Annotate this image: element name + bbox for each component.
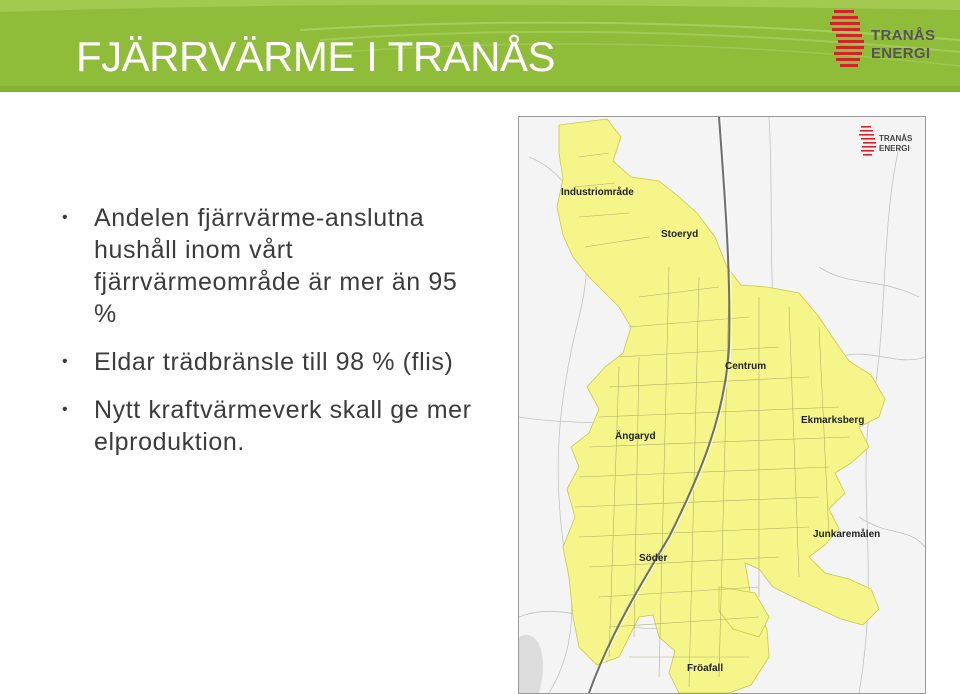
map-label-industriomrade: Industriområde xyxy=(561,187,634,198)
header-band xyxy=(0,0,960,92)
map-label-froafall: Fröafall xyxy=(687,663,724,674)
bullet-dot-icon: • xyxy=(62,209,69,226)
brand-logo xyxy=(826,6,946,76)
bullet-text: Eldar trädbränsle till 98 % (flis) xyxy=(94,348,454,376)
tranas-energi-logo-icon xyxy=(826,6,868,76)
bullet-dot-icon: • xyxy=(62,353,69,370)
bullet-text: Andelen fjärrvärme-anslutna hushåll inom vårt fjärrvärmeområde är mer än 95 % xyxy=(94,204,458,328)
bullet-item xyxy=(58,394,478,458)
map-label-soder: Söder xyxy=(639,553,668,564)
bullet-list xyxy=(58,202,478,474)
bullet-text: Nytt kraftvärmeverk skall ge mer elproduktion. xyxy=(94,396,472,456)
map-label-ekmarksberg: Ekmarksberg xyxy=(801,415,865,426)
logo-line-2: ENERGI xyxy=(871,45,931,62)
district-heating-map xyxy=(518,116,926,694)
bullet-item xyxy=(58,202,478,330)
map-label-angaryd: Ängaryd xyxy=(615,431,656,442)
tranas-energi-logo-icon xyxy=(857,123,879,157)
map-label-centrum: Centrum xyxy=(725,361,767,372)
bullet-dot-icon: • xyxy=(62,401,69,418)
map-logo-line-1: TRANÅS xyxy=(879,134,913,143)
map-logo xyxy=(857,123,921,159)
bullet-item xyxy=(58,346,478,378)
page-title: FJÄRRVÄRME I TRANÅS xyxy=(76,33,556,80)
map-label-junkaremalen: Junkaremålen xyxy=(813,529,881,540)
map-label-stoeryd: Stoeryd xyxy=(661,229,699,240)
logo-line-1: TRANÅS xyxy=(871,27,936,44)
map-logo-line-2: ENERGI xyxy=(879,144,910,153)
map-graphic xyxy=(519,117,925,693)
